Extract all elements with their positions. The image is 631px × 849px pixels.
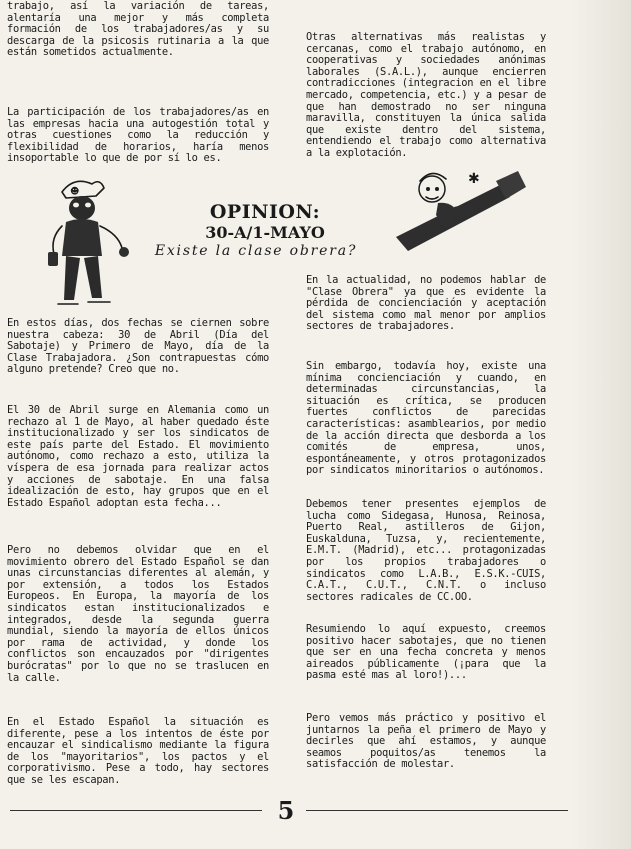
right-paragraph-6: Pero vemos más práctico y positivo el juntarnos la peña el primero de Mayo y decirles que ahí estamos, y aunque seamos poquitos/as tenemos la satisfacción de molestar. [306,712,546,771]
right-paragraph-3: Sin embargo, todavía hoy, existe una mínima concienciación y cuando, en determinadas circunstancias, la situación es crítica, se producen fuertes conflictos de parecidas características: asamblearios, por medio de la acción directa que desborda a los comités de empresa, unos, espontáneamente, y otros protagonizados por sindicatos minoritarios o autónomos. [306,360,546,477]
svg-text:✱: ✱ [468,171,480,187]
left-paragraph-2: La participación de los trabajadores/as en las empresas hacia una autogestión total y otras cuestiones como la reducción y flexibilidad de horarios, haría menos insoportable lo que de por sí lo es. [7,106,269,165]
left-paragraph-6: En el Estado Español la situación es diferente, pese a los intentos de éste por encauzar el sindicalismo mediante la figura de los "mayoritarios", los pactos y el corporativismo. Pese a todo, hay sectores que se les escapan. [7,716,269,786]
page-edge-shadow [571,0,631,849]
article-title: OPINION: [209,201,321,223]
right-paragraph-2: En la actualidad, no podemos hablar de "Clase Obrera" ya que es evidente la pérdida de concienciación y aceptación del sistema como mal menor por amplios sectores de trabajadores. [306,274,546,333]
worker-cartoon-icon [40,172,150,310]
left-paragraph-5: Pero no debemos olvidar que en el movimiento obrero del Estado Español se dan unas circunstancias diferentes al alemán, y por extensión, a todos los Estados Europeos. En Europa, la mayoría de los sindicatos estan institucionalizados e integrados, desde la segunda guerra mundial, siendo la mayoría de ellos únicos por rama de actividad, y donde los conflictos son encauzados por "dirigentes burócratas" por lo que no se traslucen en la calle. [7,544,269,684]
right-paragraph-4: Debemos tener presentes ejemplos de lucha como Sidegasa, Hunosa, Reinosa, Puerto Real, astilleros de Gijon, Euskalduna, Tuzsa, y, recientemente, E.M.T. (Madrid), etc... protagonizadas por los propios trabajadores o sindicatos como L.A.B., E.S.K.-CUIS, C.A.T., C.U.T., C.N.T. o incluso sectores radicales de CC.OO. [306,498,546,603]
saboteur-cartoon-icon [392,167,532,257]
article-subtitle: Existe la clase obrera? [154,243,358,259]
left-paragraph-4: El 30 de Abril surge en Alemania como un rechazo al 1 de Mayo, al haber quedado éste institucionalizado y ser los sindicatos de este país parte del Estado. El movimiento autónomo, como rechazo a esto, utiliza la víspera de esa jornada para realizar actos y acciones de sabotaje. En una falsa idealización de esto, hay grupos que en el Estado Español adoptan esta fecha... [7,404,269,509]
svg-text:☻: ☻ [70,187,80,197]
article-dates: 30-A/1-MAYO [205,223,325,242]
right-paragraph-1: Otras alternativas más realistas y cercanas, como el trabajo autónomo, en cooperativas y sociedades anónimas laborales (S.A.L.), aunque encierren contradicciones (integracion en el libre mercado, competencia, etc.) y a pesar de que han demostrado no ser ninguna maravilla, constituyen la única salida que existe dentro del sistema, entendiendo el trabajo como alternativa a la explotación. [306,31,546,159]
left-paragraph-3: En estos días, dos fechas se ciernen sobre nuestra cabeza: 30 de Abril (Día del Sabotaje) y Primero de Mayo, día de la Clase Trabajadora. ¿Son contrapuestas cómo alguno pretende? Creo que no. [7,317,269,376]
page-number: 5 [277,796,295,825]
left-paragraph-1: trabajo, así la variación de tareas, alentaría una mejor y más completa formación de los trabajadores/as y su descarga de la psicosis rutinaria a la que están sometidos actualmente. [7,0,269,59]
footer-rule-right [306,810,568,811]
footer-rule-left [10,810,262,811]
right-paragraph-5: Resumiendo lo aquí expuesto, creemos positivo hacer sabotajes, que no tienen que ser en una fecha concreta y menos aireados públicamente (¡para que la pasma esté mas al loro!)... [306,623,546,682]
